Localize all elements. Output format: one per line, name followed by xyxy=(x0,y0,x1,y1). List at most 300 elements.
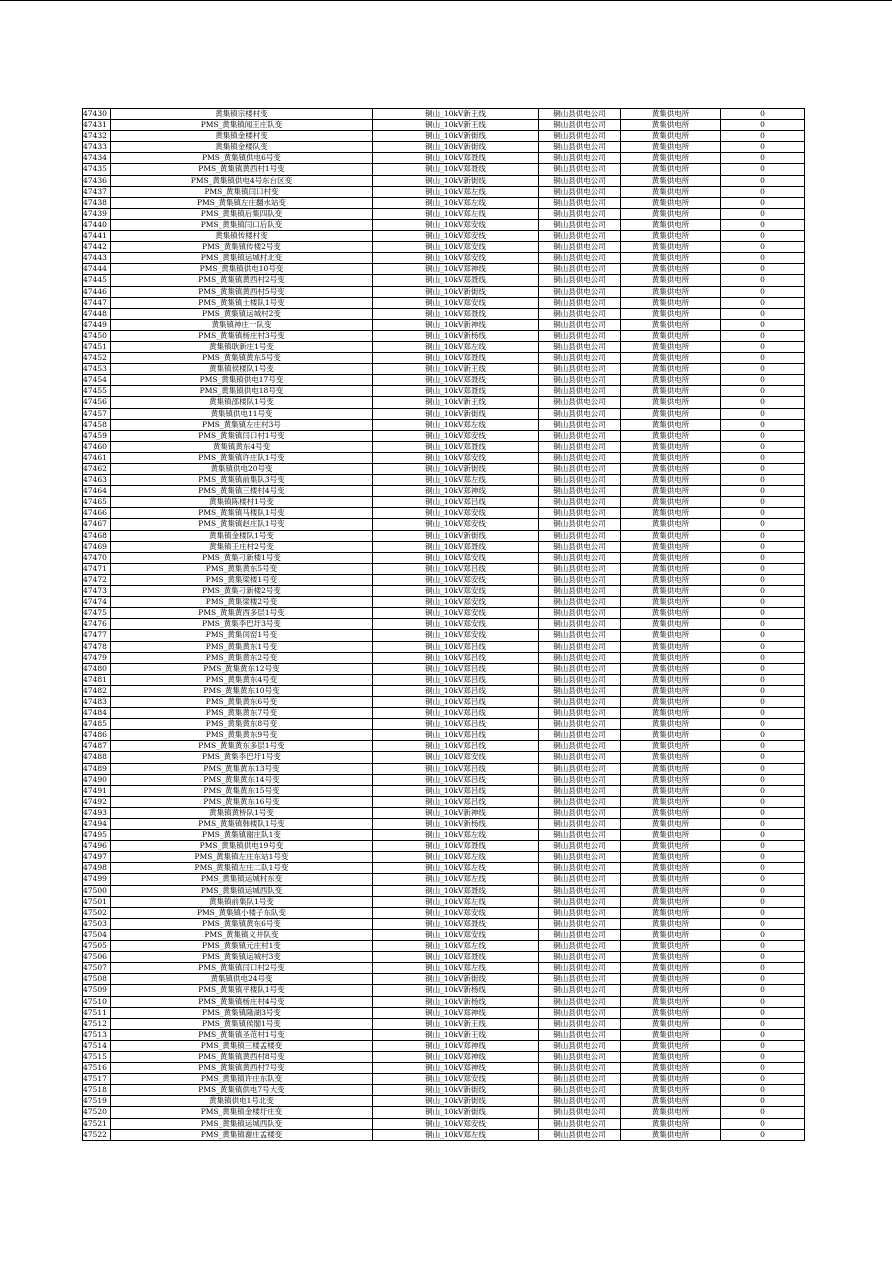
value-cell: 0 xyxy=(721,608,805,619)
table-row xyxy=(83,231,805,242)
company-cell: 铜山县供电公司 xyxy=(539,641,621,652)
value-cell: 0 xyxy=(721,1074,805,1085)
station-cell: 黄集供电所 xyxy=(621,907,721,918)
station-cell: 黄集供电所 xyxy=(621,419,721,430)
station-cell: 黄集供电所 xyxy=(621,641,721,652)
row-id-cell: 47462 xyxy=(83,464,111,475)
table-row xyxy=(83,952,805,963)
value-cell: 0 xyxy=(721,330,805,341)
value-cell: 0 xyxy=(721,719,805,730)
value-cell: 0 xyxy=(721,353,805,364)
feeder-line-cell: 铜山_10kV新王线 xyxy=(373,109,539,120)
value-cell: 0 xyxy=(721,574,805,585)
transformer-name-cell: 黄集镇侯楼队1号变 xyxy=(111,364,373,375)
transformer-name-cell: PMS_黄集黄东5号变 xyxy=(111,563,373,574)
station-cell: 黄集供电所 xyxy=(621,541,721,552)
row-id-cell: 47460 xyxy=(83,441,111,452)
row-id-cell: 47464 xyxy=(83,486,111,497)
company-cell: 铜山县供电公司 xyxy=(539,630,621,641)
company-cell: 铜山县供电公司 xyxy=(539,131,621,142)
transformer-name-cell: PMS_黄集刁新楼1号变 xyxy=(111,552,373,563)
feeder-line-cell: 铜山_10kV郑吕线 xyxy=(373,796,539,807)
feeder-line-cell: 铜山_10kV郑聂线 xyxy=(373,952,539,963)
value-cell: 0 xyxy=(721,1018,805,1029)
row-id-cell: 47438 xyxy=(83,197,111,208)
transformer-name-cell: PMS_黄集镇左庄村3号 xyxy=(111,419,373,430)
company-cell: 铜山县供电公司 xyxy=(539,608,621,619)
row-id-cell: 47458 xyxy=(83,419,111,430)
table-row xyxy=(83,918,805,929)
station-cell: 黄集供电所 xyxy=(621,1051,721,1062)
station-cell: 黄集供电所 xyxy=(621,231,721,242)
feeder-line-cell: 铜山_10kV郑安线 xyxy=(373,597,539,608)
company-cell: 铜山县供电公司 xyxy=(539,663,621,674)
transformer-name-cell: PMS_黄集闰窑1号变 xyxy=(111,630,373,641)
row-id-cell: 47491 xyxy=(83,785,111,796)
feeder-line-cell: 铜山_10kV新王线 xyxy=(373,1029,539,1040)
table-row xyxy=(83,586,805,597)
value-cell: 0 xyxy=(721,708,805,719)
feeder-line-cell: 铜山_10kV新街线 xyxy=(373,286,539,297)
transformer-name-cell: PMS_黄集镇黄西村7号变 xyxy=(111,1063,373,1074)
table-row xyxy=(83,974,805,985)
value-cell: 0 xyxy=(721,253,805,264)
value-cell: 0 xyxy=(721,952,805,963)
feeder-line-cell: 铜山_10kV郑左线 xyxy=(373,419,539,430)
transformer-name-cell: PMS_黄集李巴圩1号变 xyxy=(111,752,373,763)
row-id-cell: 47500 xyxy=(83,885,111,896)
transformer-name-cell: PMS_黄集镇供电7号大变 xyxy=(111,1085,373,1096)
company-cell: 铜山县供电公司 xyxy=(539,419,621,430)
row-id-cell: 47493 xyxy=(83,807,111,818)
value-cell: 0 xyxy=(721,530,805,541)
table-row xyxy=(83,330,805,341)
row-id-cell: 47432 xyxy=(83,131,111,142)
table-row xyxy=(83,863,805,874)
feeder-line-cell: 铜山_10kV新神线 xyxy=(373,807,539,818)
transformer-name-cell: PMS_黄集镇三楼村4号变 xyxy=(111,486,373,497)
company-cell: 铜山县供电公司 xyxy=(539,918,621,929)
row-id-cell: 47441 xyxy=(83,231,111,242)
company-cell: 铜山县供电公司 xyxy=(539,319,621,330)
value-cell: 0 xyxy=(721,563,805,574)
table-row xyxy=(83,508,805,519)
value-cell: 0 xyxy=(721,475,805,486)
value-cell: 0 xyxy=(721,630,805,641)
transformer-name-cell: PMS_黄集镇杨庄村4号变 xyxy=(111,996,373,1007)
value-cell: 0 xyxy=(721,1040,805,1051)
table-row xyxy=(83,153,805,164)
table-row xyxy=(83,1029,805,1040)
transformer-name-cell: PMS_黄集镇闫口村2号变 xyxy=(111,963,373,974)
company-cell: 铜山县供电公司 xyxy=(539,464,621,475)
station-cell: 黄集供电所 xyxy=(621,696,721,707)
table-row xyxy=(83,1051,805,1062)
row-id-cell: 47446 xyxy=(83,286,111,297)
table-row xyxy=(83,652,805,663)
station-cell: 黄集供电所 xyxy=(621,486,721,497)
value-cell: 0 xyxy=(721,264,805,275)
company-cell: 铜山县供电公司 xyxy=(539,929,621,940)
table-row xyxy=(83,475,805,486)
station-cell: 黄集供电所 xyxy=(621,630,721,641)
feeder-line-cell: 铜山_10kV郑神线 xyxy=(373,486,539,497)
row-id-cell: 47454 xyxy=(83,375,111,386)
feeder-line-cell: 铜山_10kV新杨线 xyxy=(373,985,539,996)
table-row xyxy=(83,785,805,796)
feeder-line-cell: 铜山_10kV郑神线 xyxy=(373,1007,539,1018)
value-cell: 0 xyxy=(721,1096,805,1107)
company-cell: 铜山县供电公司 xyxy=(539,497,621,508)
table-row xyxy=(83,674,805,685)
value-cell: 0 xyxy=(721,852,805,863)
station-cell: 黄集供电所 xyxy=(621,441,721,452)
station-cell: 黄集供电所 xyxy=(621,475,721,486)
feeder-line-cell: 铜山_10kV郑吕线 xyxy=(373,696,539,707)
value-cell: 0 xyxy=(721,963,805,974)
value-cell: 0 xyxy=(721,1118,805,1129)
table-row xyxy=(83,275,805,286)
feeder-line-cell: 铜山_10kV郑吕线 xyxy=(373,708,539,719)
value-cell: 0 xyxy=(721,486,805,497)
station-cell: 黄集供电所 xyxy=(621,131,721,142)
value-cell: 0 xyxy=(721,807,805,818)
row-id-cell: 47485 xyxy=(83,719,111,730)
value-cell: 0 xyxy=(721,175,805,186)
company-cell: 铜山县供电公司 xyxy=(539,785,621,796)
station-cell: 黄集供电所 xyxy=(621,708,721,719)
company-cell: 铜山县供电公司 xyxy=(539,985,621,996)
table-row xyxy=(83,364,805,375)
company-cell: 铜山县供电公司 xyxy=(539,120,621,131)
row-id-cell: 47435 xyxy=(83,164,111,175)
transformer-name-cell: 黄集镇供电11号变 xyxy=(111,408,373,419)
feeder-line-cell: 铜山_10kV郑安线 xyxy=(373,231,539,242)
value-cell: 0 xyxy=(721,1085,805,1096)
feeder-line-cell: 铜山_10kV新杨线 xyxy=(373,996,539,1007)
company-cell: 铜山县供电公司 xyxy=(539,219,621,230)
table-row xyxy=(83,297,805,308)
value-cell: 0 xyxy=(721,164,805,175)
company-cell: 铜山县供电公司 xyxy=(539,619,621,630)
company-cell: 铜山县供电公司 xyxy=(539,574,621,585)
value-cell: 0 xyxy=(721,885,805,896)
transformer-name-cell: PMS_黄集镇左庄东站1号变 xyxy=(111,852,373,863)
company-cell: 铜山县供电公司 xyxy=(539,796,621,807)
row-id-cell: 47448 xyxy=(83,308,111,319)
value-cell: 0 xyxy=(721,452,805,463)
company-cell: 铜山县供电公司 xyxy=(539,730,621,741)
feeder-line-cell: 铜山_10kV新街线 xyxy=(373,1107,539,1118)
station-cell: 黄集供电所 xyxy=(621,330,721,341)
transformer-name-cell: PMS_黄集镇谢庄队1变 xyxy=(111,830,373,841)
table-row xyxy=(83,619,805,630)
transformer-name-cell: 黄集镇宗楼村变 xyxy=(111,109,373,120)
table-row xyxy=(83,109,805,120)
company-cell: 铜山县供电公司 xyxy=(539,974,621,985)
row-id-cell: 47514 xyxy=(83,1040,111,1051)
transformer-name-cell: PMS_黄集镇运城村北变 xyxy=(111,253,373,264)
feeder-line-cell: 铜山_10kV新杨线 xyxy=(373,819,539,830)
value-cell: 0 xyxy=(721,996,805,1007)
station-cell: 黄集供电所 xyxy=(621,608,721,619)
row-id-cell: 47487 xyxy=(83,741,111,752)
value-cell: 0 xyxy=(721,685,805,696)
station-cell: 黄集供电所 xyxy=(621,1085,721,1096)
row-id-cell: 47520 xyxy=(83,1107,111,1118)
table-row xyxy=(83,1018,805,1029)
row-id-cell: 47495 xyxy=(83,830,111,841)
row-id-cell: 47469 xyxy=(83,541,111,552)
feeder-line-cell: 铜山_10kV郑吕线 xyxy=(373,741,539,752)
row-id-cell: 47494 xyxy=(83,819,111,830)
row-id-cell: 47512 xyxy=(83,1018,111,1029)
row-id-cell: 47451 xyxy=(83,341,111,352)
table-row xyxy=(83,319,805,330)
value-cell: 0 xyxy=(721,297,805,308)
table-row xyxy=(83,397,805,408)
table-row xyxy=(83,197,805,208)
feeder-line-cell: 铜山_10kV郑神线 xyxy=(373,1051,539,1062)
feeder-line-cell: 铜山_10kV郑安线 xyxy=(373,253,539,264)
table-row xyxy=(83,308,805,319)
value-cell: 0 xyxy=(721,541,805,552)
transformer-name-cell: PMS_黄集黄东16号变 xyxy=(111,796,373,807)
station-cell: 黄集供电所 xyxy=(621,1074,721,1085)
station-cell: 黄集供电所 xyxy=(621,852,721,863)
station-cell: 黄集供电所 xyxy=(621,1107,721,1118)
company-cell: 铜山县供电公司 xyxy=(539,885,621,896)
company-cell: 铜山县供电公司 xyxy=(539,852,621,863)
value-cell: 0 xyxy=(721,519,805,530)
transformer-name-cell: PMS_黄集镇许庄东队变 xyxy=(111,1074,373,1085)
feeder-line-cell: 铜山_10kV郑安线 xyxy=(373,1074,539,1085)
transformer-name-cell: PMS_黄集镇赵庄队1号变 xyxy=(111,519,373,530)
transformer-name-cell: PMS_黄集镇后集四队变 xyxy=(111,208,373,219)
value-cell: 0 xyxy=(721,652,805,663)
feeder-line-cell: 铜山_10kV新街线 xyxy=(373,530,539,541)
feeder-line-cell: 铜山_10kV郑左线 xyxy=(373,197,539,208)
row-id-cell: 47453 xyxy=(83,364,111,375)
transformer-name-cell: PMS_黄集镇小楼子东队变 xyxy=(111,907,373,918)
station-cell: 黄集供电所 xyxy=(621,386,721,397)
row-id-cell: 47467 xyxy=(83,519,111,530)
value-cell: 0 xyxy=(721,186,805,197)
transformer-name-cell: PMS_黄集镇前集队3号变 xyxy=(111,475,373,486)
row-id-cell: 47480 xyxy=(83,663,111,674)
transformer-name-cell: 黄集镇神庄一队变 xyxy=(111,319,373,330)
transformer-name-cell: 黄集镇金楼队1号变 xyxy=(111,530,373,541)
value-cell: 0 xyxy=(721,841,805,852)
company-cell: 铜山县供电公司 xyxy=(539,208,621,219)
feeder-line-cell: 铜山_10kV新王线 xyxy=(373,364,539,375)
feeder-line-cell: 铜山_10kV郑聂线 xyxy=(373,375,539,386)
transformer-name-cell: PMS_黄集镇传楼2号变 xyxy=(111,242,373,253)
value-cell: 0 xyxy=(721,153,805,164)
row-id-cell: 47455 xyxy=(83,386,111,397)
company-cell: 铜山县供电公司 xyxy=(539,774,621,785)
company-cell: 铜山县供电公司 xyxy=(539,1040,621,1051)
value-cell: 0 xyxy=(721,1063,805,1074)
feeder-line-cell: 铜山_10kV郑神线 xyxy=(373,264,539,275)
value-cell: 0 xyxy=(721,219,805,230)
feeder-line-cell: 铜山_10kV郑吕线 xyxy=(373,497,539,508)
station-cell: 黄集供电所 xyxy=(621,253,721,264)
transformer-name-cell: PMS_黄集黄东1号变 xyxy=(111,641,373,652)
transformer-name-cell: PMS_黄集镇平楼队1号变 xyxy=(111,985,373,996)
feeder-line-cell: 铜山_10kV郑安线 xyxy=(373,574,539,585)
transformer-name-cell: PMS_黄集黄东2号变 xyxy=(111,652,373,663)
company-cell: 铜山县供电公司 xyxy=(539,696,621,707)
table-row xyxy=(83,708,805,719)
table-row xyxy=(83,830,805,841)
feeder-line-cell: 铜山_10kV新街线 xyxy=(373,1085,539,1096)
table-row xyxy=(83,719,805,730)
transformer-name-cell: 黄集镇耿新庄1号变 xyxy=(111,341,373,352)
value-cell: 0 xyxy=(721,641,805,652)
row-id-cell: 47511 xyxy=(83,1007,111,1018)
station-cell: 黄集供电所 xyxy=(621,353,721,364)
table-row xyxy=(83,286,805,297)
substation-table xyxy=(82,108,805,1141)
transformer-name-cell: PMS_黄集镇供电10号变 xyxy=(111,264,373,275)
feeder-line-cell: 铜山_10kV新神线 xyxy=(373,319,539,330)
transformer-name-cell: PMS_黄集镇韩楼队1号变 xyxy=(111,819,373,830)
feeder-line-cell: 铜山_10kV郑安线 xyxy=(373,907,539,918)
company-cell: 铜山县供电公司 xyxy=(539,586,621,597)
station-cell: 黄集供电所 xyxy=(621,175,721,186)
station-cell: 黄集供电所 xyxy=(621,841,721,852)
table-row xyxy=(83,131,805,142)
station-cell: 黄集供电所 xyxy=(621,652,721,663)
table-row xyxy=(83,1063,805,1074)
feeder-line-cell: 铜山_10kV郑安线 xyxy=(373,752,539,763)
row-id-cell: 47489 xyxy=(83,763,111,774)
transformer-name-cell: PMS_黄集镇供电17号变 xyxy=(111,375,373,386)
station-cell: 黄集供电所 xyxy=(621,819,721,830)
table-row xyxy=(83,464,805,475)
station-cell: 黄集供电所 xyxy=(621,685,721,696)
station-cell: 黄集供电所 xyxy=(621,464,721,475)
company-cell: 铜山县供电公司 xyxy=(539,1074,621,1085)
transformer-name-cell: 黄集镇黄东4号变 xyxy=(111,441,373,452)
company-cell: 铜山县供电公司 xyxy=(539,807,621,818)
transformer-name-cell: PMS_黄集镇金楼圩庄变 xyxy=(111,1107,373,1118)
table-row xyxy=(83,1129,805,1140)
station-cell: 黄集供电所 xyxy=(621,563,721,574)
company-cell: 铜山县供电公司 xyxy=(539,674,621,685)
row-id-cell: 47482 xyxy=(83,685,111,696)
table-row xyxy=(83,663,805,674)
feeder-line-cell: 铜山_10kV郑聂线 xyxy=(373,353,539,364)
row-id-cell: 47478 xyxy=(83,641,111,652)
table-row xyxy=(83,353,805,364)
transformer-name-cell: PMS_黄集黄东8号变 xyxy=(111,719,373,730)
transformer-name-cell: 黄集镇前集队1号变 xyxy=(111,896,373,907)
table-row xyxy=(83,807,805,818)
transformer-name-cell: 黄集镇传楼村变 xyxy=(111,231,373,242)
value-cell: 0 xyxy=(721,696,805,707)
table-row xyxy=(83,696,805,707)
table-row xyxy=(83,574,805,585)
transformer-name-cell: PMS_黄集刁新楼2号变 xyxy=(111,586,373,597)
row-id-cell: 47468 xyxy=(83,530,111,541)
company-cell: 铜山县供电公司 xyxy=(539,186,621,197)
company-cell: 铜山县供电公司 xyxy=(539,819,621,830)
company-cell: 铜山县供电公司 xyxy=(539,253,621,264)
table-row xyxy=(83,608,805,619)
table-row xyxy=(83,796,805,807)
row-id-cell: 47507 xyxy=(83,963,111,974)
company-cell: 铜山县供电公司 xyxy=(539,519,621,530)
station-cell: 黄集供电所 xyxy=(621,985,721,996)
row-id-cell: 47459 xyxy=(83,430,111,441)
feeder-line-cell: 铜山_10kV郑安线 xyxy=(373,508,539,519)
row-id-cell: 47498 xyxy=(83,863,111,874)
table-row xyxy=(83,120,805,131)
table-row xyxy=(83,841,805,852)
station-cell: 黄集供电所 xyxy=(621,319,721,330)
station-cell: 黄集供电所 xyxy=(621,1063,721,1074)
row-id-cell: 47502 xyxy=(83,907,111,918)
company-cell: 铜山县供电公司 xyxy=(539,552,621,563)
value-cell: 0 xyxy=(721,109,805,120)
value-cell: 0 xyxy=(721,308,805,319)
station-cell: 黄集供电所 xyxy=(621,1018,721,1029)
row-id-cell: 47434 xyxy=(83,153,111,164)
table-row xyxy=(83,885,805,896)
value-cell: 0 xyxy=(721,142,805,153)
station-cell: 黄集供电所 xyxy=(621,408,721,419)
transformer-name-cell: PMS_黄集镇运城西队变 xyxy=(111,1118,373,1129)
company-cell: 铜山县供电公司 xyxy=(539,841,621,852)
company-cell: 铜山县供电公司 xyxy=(539,896,621,907)
station-cell: 黄集供电所 xyxy=(621,574,721,585)
feeder-line-cell: 铜山_10kV郑吕线 xyxy=(373,719,539,730)
feeder-line-cell: 铜山_10kV新街线 xyxy=(373,142,539,153)
company-cell: 铜山县供电公司 xyxy=(539,1107,621,1118)
feeder-line-cell: 铜山_10kV郑安线 xyxy=(373,552,539,563)
transformer-name-cell: PMS_黄集镇运城村东变 xyxy=(111,874,373,885)
station-cell: 黄集供电所 xyxy=(621,763,721,774)
value-cell: 0 xyxy=(721,231,805,242)
value-cell: 0 xyxy=(721,275,805,286)
feeder-line-cell: 铜山_10kV郑吕线 xyxy=(373,652,539,663)
table-row xyxy=(83,597,805,608)
station-cell: 黄集供电所 xyxy=(621,1129,721,1140)
transformer-name-cell: PMS_黄集黄东9号变 xyxy=(111,730,373,741)
row-id-cell: 47516 xyxy=(83,1063,111,1074)
feeder-line-cell: 铜山_10kV郑聂线 xyxy=(373,441,539,452)
value-cell: 0 xyxy=(721,929,805,940)
station-cell: 黄集供电所 xyxy=(621,364,721,375)
feeder-line-cell: 铜山_10kV郑吕线 xyxy=(373,674,539,685)
transformer-name-cell: PMS_黄集镇供电6号变 xyxy=(111,153,373,164)
table-row xyxy=(83,497,805,508)
station-cell: 黄集供电所 xyxy=(621,375,721,386)
station-cell: 黄集供电所 xyxy=(621,996,721,1007)
row-id-cell: 47461 xyxy=(83,452,111,463)
feeder-line-cell: 铜山_10kV郑吕线 xyxy=(373,785,539,796)
transformer-name-cell: PMS_黄集镇闫口后队变 xyxy=(111,219,373,230)
row-id-cell: 47472 xyxy=(83,574,111,585)
feeder-line-cell: 铜山_10kV郑左线 xyxy=(373,874,539,885)
table-row xyxy=(83,741,805,752)
table-row xyxy=(83,1007,805,1018)
company-cell: 铜山县供电公司 xyxy=(539,741,621,752)
feeder-line-cell: 铜山_10kV郑安线 xyxy=(373,452,539,463)
transformer-name-cell: PMS_黄集镇土楼队1号变 xyxy=(111,297,373,308)
